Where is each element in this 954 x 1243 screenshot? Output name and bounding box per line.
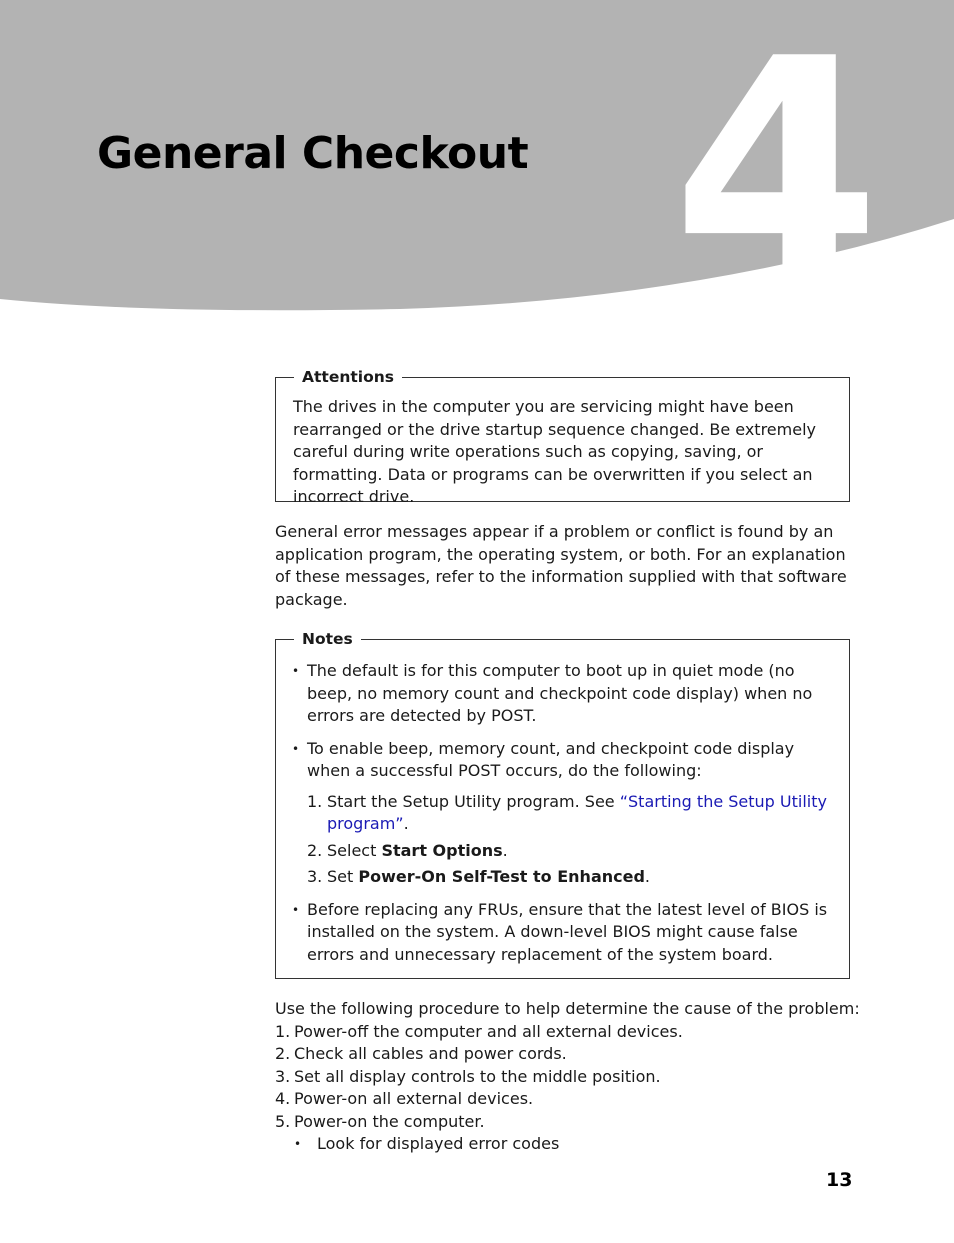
note-item xyxy=(292,660,833,728)
notes-label: Notes xyxy=(294,628,361,650)
intro-paragraph: General error messages appear if a problem or conflict is found by an application program, the operating system, or both. For an explanation of these messages, refer to the information supplied with that software package. xyxy=(275,522,847,609)
setup-steps xyxy=(307,791,833,889)
notes-box xyxy=(275,630,850,979)
step-number: 3. xyxy=(307,867,323,886)
note-item xyxy=(292,899,833,967)
setup-utility-link[interactable]: “Starting the Setup Utility program” xyxy=(327,791,827,833)
setup-step xyxy=(307,791,833,836)
step-number: 2. xyxy=(307,840,323,860)
step-text: Set xyxy=(327,867,359,886)
setup-step xyxy=(307,866,833,889)
step-text: Set all display controls to the middle position. xyxy=(294,1066,661,1086)
page-number: 13 xyxy=(826,1169,853,1191)
step-text-end: . xyxy=(403,814,409,833)
procedure-steps xyxy=(275,1021,865,1134)
note-text: The default is for this computer to boot up in quiet mode (no beep, no memory count and checkpoint code display) when no errors are detected by POST. xyxy=(307,661,813,725)
setup-step xyxy=(307,840,833,863)
bullet-marker: • xyxy=(292,741,300,756)
procedure-sub-bullet xyxy=(275,1133,865,1156)
chapter-number: 4 xyxy=(672,0,881,344)
sub-bullet-text: Look for displayed error codes xyxy=(317,1134,560,1153)
attentions-box xyxy=(275,368,850,506)
procedure-intro: Use the following procedure to help determine the cause of the problem: xyxy=(275,999,860,1018)
step-text: Power-off the computer and all external devices. xyxy=(294,1021,683,1041)
step-number: 2. xyxy=(275,1044,291,1063)
step-number: 5. xyxy=(275,1111,291,1131)
step-text: Select xyxy=(327,840,382,860)
bullet-marker: • xyxy=(294,1137,302,1151)
note-text: Before replacing any FRUs, ensure that the latest level of BIOS is installed on the system. A down-level BIOS might cause false errors and unnecessary replacement of the system board. xyxy=(307,899,828,964)
procedure-step xyxy=(275,1088,865,1111)
attentions-text: The drives in the computer you are servicing might have been rearranged or the drive startup sequence changed. Be extremely careful during write operations such as copying, saving, or formatting. Data or programs can be overwritten if you select an incorrect drive. xyxy=(293,397,816,506)
note-item xyxy=(292,738,833,889)
step-number: 3. xyxy=(275,1066,291,1086)
step-text: Start the Setup Utility program. See xyxy=(327,791,620,811)
procedure-step xyxy=(275,1066,865,1089)
step-text-end: . xyxy=(502,840,508,860)
step-number: 4. xyxy=(275,1089,291,1108)
bullet-marker: • xyxy=(292,664,300,678)
step-number: 1. xyxy=(307,791,323,811)
page-title: General Checkout xyxy=(97,128,529,179)
procedure-section xyxy=(275,998,865,1156)
step-text: Power-on the computer. xyxy=(294,1111,485,1131)
step-text: Power-on all external devices. xyxy=(294,1089,534,1108)
attentions-label: Attentions xyxy=(294,366,402,388)
step-emphasis: Start Options xyxy=(381,840,503,860)
step-emphasis: Power-On Self-Test to Enhanced xyxy=(358,867,645,886)
procedure-step xyxy=(275,1021,865,1044)
step-text: Check all cables and power cords. xyxy=(294,1044,567,1063)
procedure-step xyxy=(275,1043,865,1066)
procedure-step xyxy=(275,1111,865,1134)
notes-list xyxy=(292,660,833,966)
bullet-marker: • xyxy=(292,902,300,917)
note-text: To enable beep, memory count, and checkpoint code display when a successful POST occurs, do the following: xyxy=(307,738,795,780)
step-text-end: . xyxy=(644,867,651,886)
step-number: 1. xyxy=(275,1021,291,1041)
